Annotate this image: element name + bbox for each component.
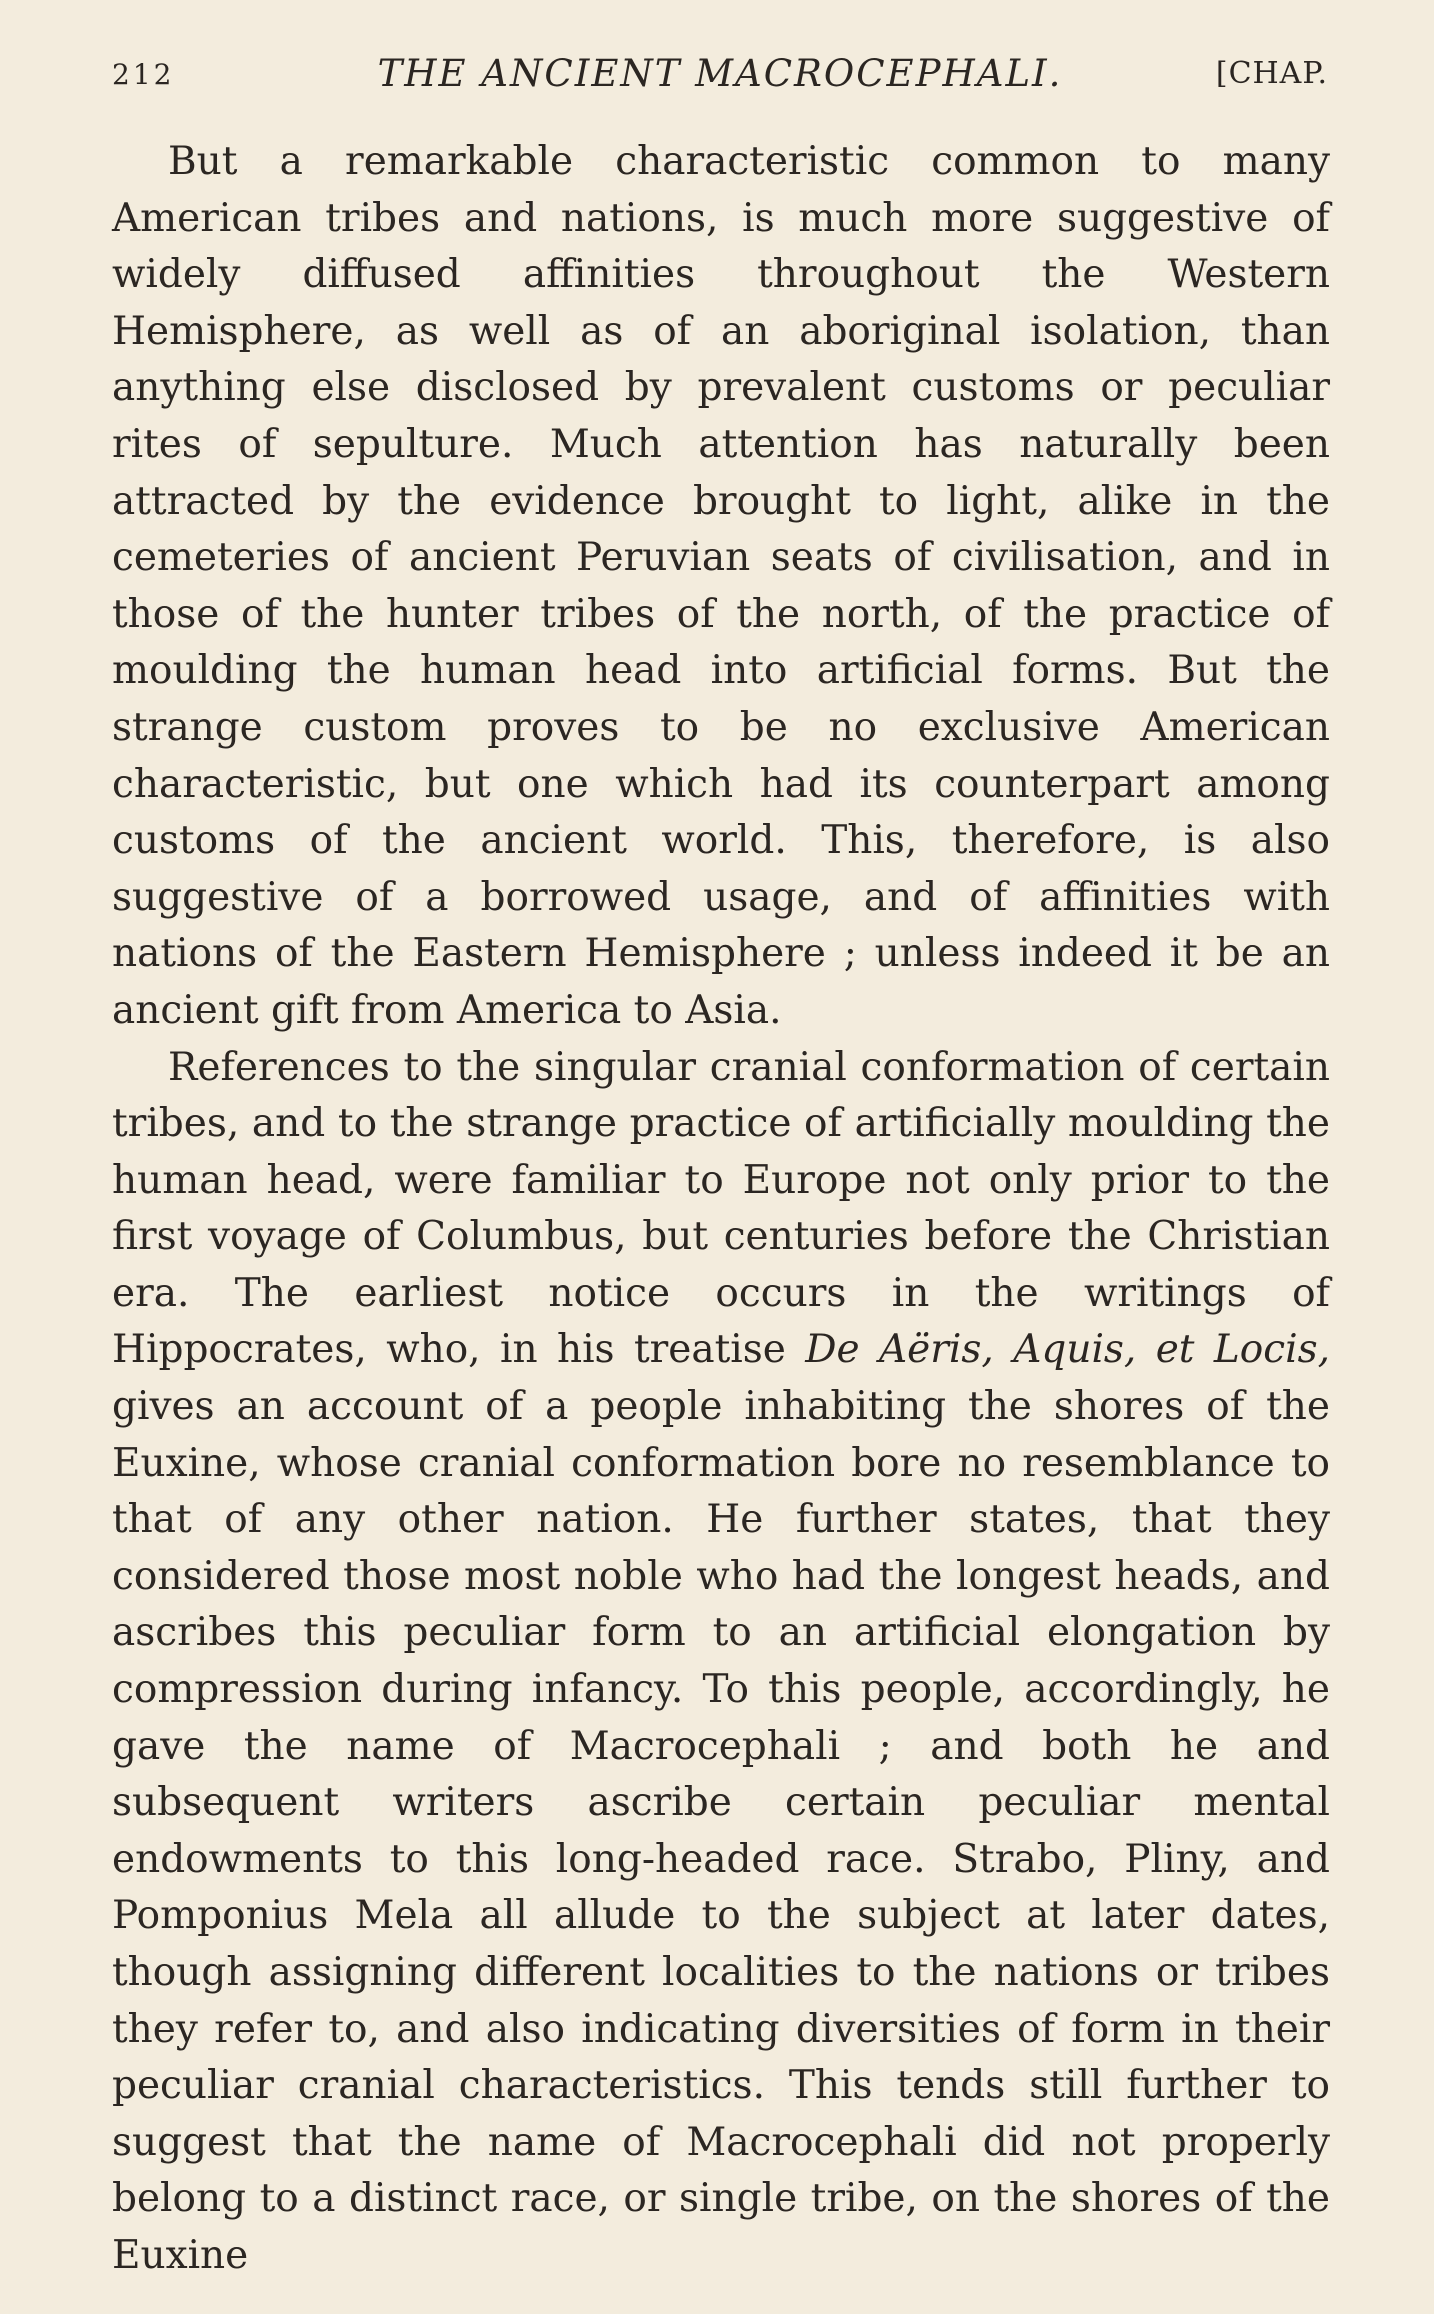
paragraph-2-text-after: gives an account of a people inhabiting the shores of the Euxine, whose cranial conformation bore no resemblance to that of any other nation. He further states, that they considered those most noble who had the longest heads, and ascribes this peculiar form to an artificial elongation by compression during infancy. To this people, accordingly, he gave the name of Macrocephali ; and both he and subsequent writers ascribe certain peculiar mental endowments to this long-headed race. Strabo, Pliny, and Pomponius Mela all allude to the subject at later dates, though assigning different localities to the nations or tribes they refer to, and also indicating diversities of form in their peculiar cranial characteristics. This tends still further to suggest that the name of Macrocephali did not properly belong to a distinct race, or single tribe, on the shores of the Euxine — [112, 1384, 1330, 2278]
body-text — [112, 134, 1330, 2285]
page-number: 212 — [112, 58, 175, 91]
running-header — [112, 52, 1328, 102]
treatise-title-italic: De Aëris, Aquis, et Locis, — [805, 1327, 1330, 1373]
running-title: THE ANCIENT MACROCEPHALI. — [377, 52, 1063, 95]
paragraph-2-text-before: References to the singular cranial conformation of certain tribes, and to the strange practice of artificially moulding the human head, were familiar to Europe not only prior to the first voyage of Columbus, but centuries before the Christian era. The earliest notice occurs in the writings of Hippocrates, who, in his treatise — [112, 1044, 1330, 1373]
paragraph-1: But a remarkable characteristic common to many American tribes and nations, is much more suggestive of widely diffused affinities throughout the Western Hemisphere, as well as of an aboriginal isolation, than anything else disclosed by prevalent customs or peculiar rites of sepulture. Much attention has naturally been attracted by the evidence brought to light, alike in the cemeteries of ancient Peruvian seats of civilisation, and in those of the hunter tribes of the north, of the practice of moulding the human head into artificial forms. But the strange custom proves to be no exclusive American characteristic, but one which had its counterpart among customs of the ancient world. This, therefore, is also suggestive of a borrowed usage, and of affinities with nations of the Eastern Hemisphere ; unless indeed it be an ancient gift from America to Asia. — [112, 139, 1330, 1033]
chapter-mark: [CHAP. — [1215, 56, 1328, 91]
paragraph-2 — [112, 1040, 1330, 2285]
